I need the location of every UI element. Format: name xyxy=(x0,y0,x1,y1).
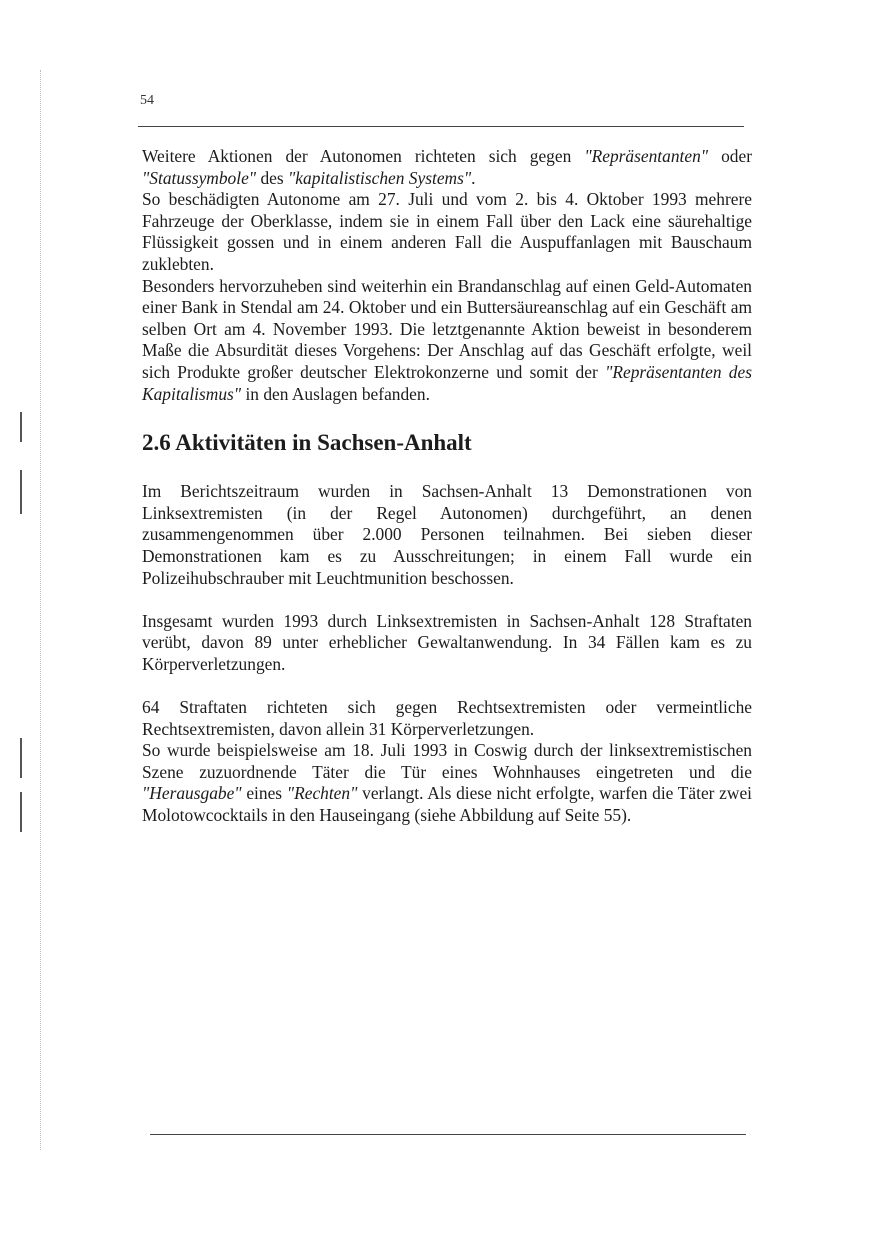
page-body xyxy=(142,146,752,827)
paragraph-vehicle-damage: So beschädigten Autonome am 27. Juli und vom 2. bis 4. Oktober 1993 mehrere Fahrzeuge der Oberklasse, indem sie in einem Fall über den Lack eine säurehaltige Flüssigkeit gossen und in einem anderen Fall die Auspuffanlagen mit Bauschaum zuklebten. xyxy=(142,189,752,274)
paragraph-demonstrations: Im Berichtszeitraum wurden in Sachsen-Anhalt 13 Demonstrationen von Linksextremisten (in der Regel Autonomen) durchgeführt, an denen zusammengenommen über 2.000 Personen teilnahmen. Bei sieben dieser Demonstrationen kam es zu Ausschreitungen; in einem Fall wurde ein Polizeihubschrauber mit Leuchtmunition beschossen. xyxy=(142,481,752,588)
margin-mark xyxy=(20,412,22,442)
page-number: 54 xyxy=(140,93,154,108)
section-heading: 2.6 Aktivitäten in Sachsen-Anhalt xyxy=(142,430,472,456)
footer-rule xyxy=(150,1134,746,1135)
margin-mark xyxy=(20,792,22,832)
header-rule xyxy=(138,126,744,127)
paragraph-arson-stendal: Besonders hervorzuheben sind weiterhin ein Brandanschlag auf einen Geld-Automaten einer Bank in Stendal am 24. Oktober und ein Buttersäureanschlag auf ein Geschäft am selben Ort am 4. November 1993. Die letztgenannte Aktion beweist in besonderem Maße die Absurdität dieses Vorgehens: Der Anschlag auf das Geschäft erfolgte, weil sich Produkte großer deutscher Elektrokonzerne und somit der "Repräsentanten des Kapitalismus" in den Auslagen befanden. xyxy=(142,275,752,404)
paragraph-offences-against-right: 64 Straftaten richteten sich gegen Rechtsextremisten oder vermeintliche Rechtsextremisten, davon allein 31 Körperverletzungen. xyxy=(142,697,752,739)
scan-artifact-dots xyxy=(40,70,41,1150)
margin-mark xyxy=(20,470,22,514)
paragraph-offences-total: Insgesamt wurden 1993 durch Linksextremisten in Sachsen-Anhalt 128 Straftaten verübt, davon 89 unter erheblicher Gewaltanwendung. In 34 Fällen kam es zu Körperverletzungen. xyxy=(142,610,752,674)
margin-mark xyxy=(20,738,22,778)
paragraph-coswig-incident: So wurde beispielsweise am 18. Juli 1993 in Coswig durch der linksextremistischen Szene zuzuordnende Täter die Tür eines Wohnhauses eingetreten und die "Herausgabe" eines "Rechten" verlangt. Als diese nicht erfolgte, warfen die Täter zwei Molotowcocktails in den Hauseingang (siehe Abbildung auf Seite 55). xyxy=(142,740,752,826)
paragraph-targets: Weitere Aktionen der Autonomen richteten sich gegen "Repräsentanten" oder "Statussymbole" des "kapitalistischen Systems". xyxy=(142,146,753,188)
